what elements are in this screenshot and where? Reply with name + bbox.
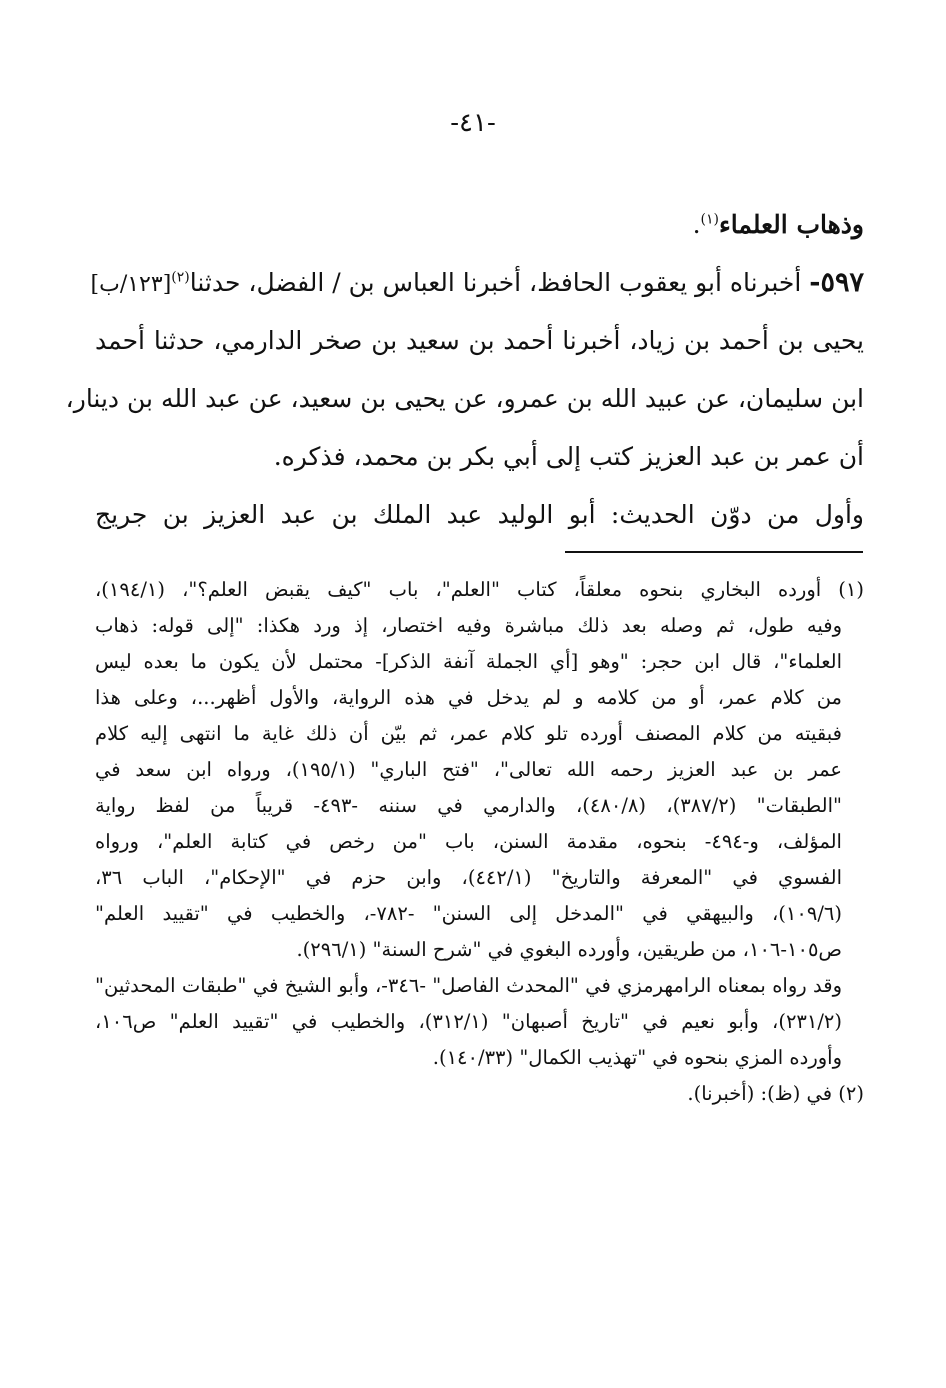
hadith-line-4: أن عمر بن عبد العزيز كتب إلى أبي بكر بن محمد، فذكره. [273,442,864,471]
footnote-1-cont-line: وقد رواه بمعناه الرامهرمزي في "المحدث الفاصل" -٣٤٦-، وأبو الشيخ في "طبقات المحدثين" [95,974,842,997]
footnote-1-line: الفسوي في "المعرفة والتاريخ" (٤٤٢/١)، وابن حزم في "الإحكام"، الباب ٣٦، [95,866,842,889]
footnote-1-line: "الطبقات" (٣٨٧/٢)، (٤٨٠/٨)، والدارمي في سننه -٤٩٣- قريباً من لفظ رواية [95,794,842,817]
hadith-line-3: ابن سليمان، عن عبيد الله بن عمرو، عن يحيى بن سعيد، عن عبد الله بن دينار، [65,384,864,413]
footnote-1-line: فبقيته من كلام المصنف أورده تلو كلام عمر، ثم بيّن أن ذلك غاية ما انتهى إليه كلام [95,722,842,745]
footnote-1-cont-line: وأورده المزي بنحوه في "تهذيب الكمال" (١٤٠/٣٣). [432,1046,842,1069]
footnote-1-line: وفيه طول، ثم وصله بعد ذلك مباشرة وفيه اختصار، إذ ورد هكذا: "إلى قوله: ذهاب [95,614,842,637]
hadith-line-2: يحيى بن أحمد بن زياد، أخبرنا أحمد بن سعيد بن صخر الدارمي، حدثنا أحمد [95,326,864,355]
page-number: -٤١- [450,108,496,138]
main-text [65,196,864,544]
footnote-1-line: ص١٠٥-١٠٦، من طريقين، وأورده البغوي في "شرح السنة" (٢٩٦/١). [296,938,842,961]
footnote-2: (٢) في (ظ): (أخبرنا). [687,1082,864,1105]
hadith-line-5: وأول من دوّن الحديث: أبو الوليد عبد الملك بن عبد العزيز بن جريج [95,500,864,529]
heading-line [95,196,864,254]
footnote-1-line: (١٠٩/٦)، والبيهقي في "المدخل إلى السنن" -٧٨٢-، والخطيب في "تقييد العلم" [95,902,842,925]
hadith-line-1-text: أخبرناه أبو يعقوب الحافظ، أخبرنا العباس بن / الفضل، حدثنا [189,268,802,297]
heading-tail: . [692,210,701,239]
footnote-1-line: من كلام عمر، أو من كلامه و لم يدخل في هذه الرواية، والأول أظهر...، وعلى هذا [95,686,842,709]
hadith-line-1 [90,254,864,312]
footnote-1-line: العلماء"، قال ابن حجر: "وهو [أي الجملة آنفة الذكر]- محتمل لأن يكون ما بعده ليس [95,650,842,673]
footnote-ref-1: (١) [700,211,720,228]
hadith-number: ٥٩٧- [809,267,864,298]
footnote-separator [565,551,863,553]
footnote-ref-2: (٢) [171,269,190,286]
heading-text: وذهاب العلماء [719,210,864,239]
footnotes [95,572,864,1112]
footnote-1-line: (١) أورده البخاري بنحوه معلقاً، كتاب "العلم"، باب "كيف يقبض العلم؟"، (١٩٤/١)، [95,578,864,601]
footnote-1-line: المؤلف، و-٤٩٤- بنحوه، مقدمة السنن، باب "من رخص في كتابة العلم"، ورواه [95,830,842,853]
folio-reference: [١٢٣/ب] [90,272,172,297]
footnote-1-cont-line: (٢٣١/٢)، وأبو نعيم في "تاريخ أصبهان" (٣١٢/١)، والخطيب في "تقييد العلم" ص١٠٦، [95,1010,843,1033]
footnote-1-line: عمر بن عبد العزيز رحمه الله تعالى"، "فتح الباري" (١٩٥/١)، ورواه ابن سعد في [95,758,843,781]
